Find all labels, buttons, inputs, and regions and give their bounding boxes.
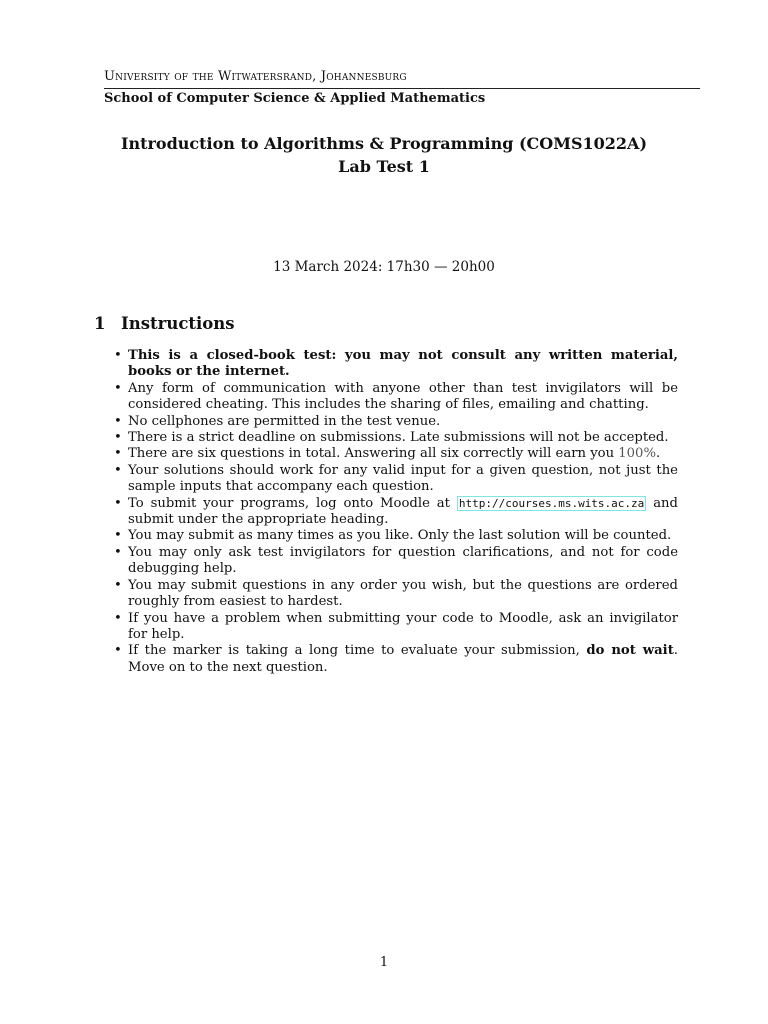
instruction-text: This is a closed-book test: you may not consult any written material, books or the internet. — [128, 348, 678, 380]
bullet-icon: • — [114, 413, 122, 429]
instruction-text-end: . Move on to the next question. — [128, 643, 678, 675]
list-item — [112, 496, 678, 529]
university-name: University of the Witwatersrand, Johannesburg — [104, 69, 407, 84]
list-item — [112, 381, 678, 414]
bullet-icon: • — [114, 643, 122, 659]
test-date: 13 March 2024: 17h30 — 20h00 — [273, 259, 495, 275]
instruction-text: Any form of communication with anyone other than test invigilators will be considered cheating. This includes the sharing of files, emailing and chatting. — [128, 380, 678, 413]
instruction-text: No cellphones are permitted in the test venue. — [128, 413, 441, 429]
bullet-icon: • — [114, 577, 122, 593]
course-title: Introduction to Algorithms & Programming (COMS1022A) — [120, 134, 648, 153]
header-rule — [104, 88, 700, 89]
moodle-link[interactable]: http://courses.ms.wits.ac.za — [458, 496, 645, 510]
bullet-icon: • — [114, 528, 122, 544]
instruction-text: If you have a problem when submitting your code to Moodle, ask an invigilator for help. — [128, 610, 678, 642]
instruction-text: You may submit questions in any order you wish, but the questions are ordered roughly from easiest to hardest. — [128, 577, 678, 610]
instruction-text: Your solutions should work for any valid input for a given question, not just the sample inputs that accompany each question. — [128, 462, 678, 495]
bullet-icon: • — [114, 610, 122, 626]
bullet-icon: • — [114, 495, 122, 511]
bullet-icon: • — [114, 544, 122, 560]
section-heading — [94, 314, 235, 333]
instruction-text: You may only ask test invigilators for question clarifications, and not for code debugging help. — [128, 544, 678, 577]
instruction-text-end: . — [655, 446, 661, 462]
list-item — [112, 643, 678, 676]
school-name: School of Computer Science & Applied Mathematics — [104, 91, 486, 106]
list-item — [112, 545, 678, 578]
bullet-icon: • — [114, 462, 122, 478]
instruction-text: If the marker is taking a long time to evaluate your submission, — [128, 643, 587, 659]
bullet-icon: • — [114, 446, 122, 462]
list-item — [112, 446, 678, 462]
list-item — [112, 578, 678, 611]
instructions-list — [112, 348, 678, 676]
list-item — [112, 430, 678, 446]
instruction-text: You may submit as many times as you like. Only the last solution will be counted. — [128, 528, 672, 544]
instruction-text: There are six questions in total. Answering all six correctly will earn you — [128, 446, 619, 462]
list-item — [112, 463, 678, 496]
test-title: Lab Test 1 — [338, 157, 430, 176]
instruction-text: To submit your programs, log onto Moodle at — [128, 495, 457, 511]
section-title: Instructions — [121, 314, 235, 333]
instruction-text: There is a strict deadline on submissions. Late submissions will not be accepted. — [128, 430, 669, 446]
list-item — [112, 348, 678, 381]
bullet-icon: • — [114, 380, 122, 396]
emphasis-text: do not wait — [586, 643, 674, 659]
bullet-icon: • — [114, 348, 122, 363]
instruction-text-end: and submit under the appropriate heading. — [128, 495, 678, 528]
list-item — [112, 528, 678, 544]
section-number: 1 — [94, 314, 106, 333]
percentage-value: 100% — [618, 446, 656, 462]
list-item — [112, 414, 678, 430]
list-item — [112, 611, 678, 644]
bullet-icon: • — [114, 430, 122, 446]
page-number: 1 — [379, 955, 389, 970]
